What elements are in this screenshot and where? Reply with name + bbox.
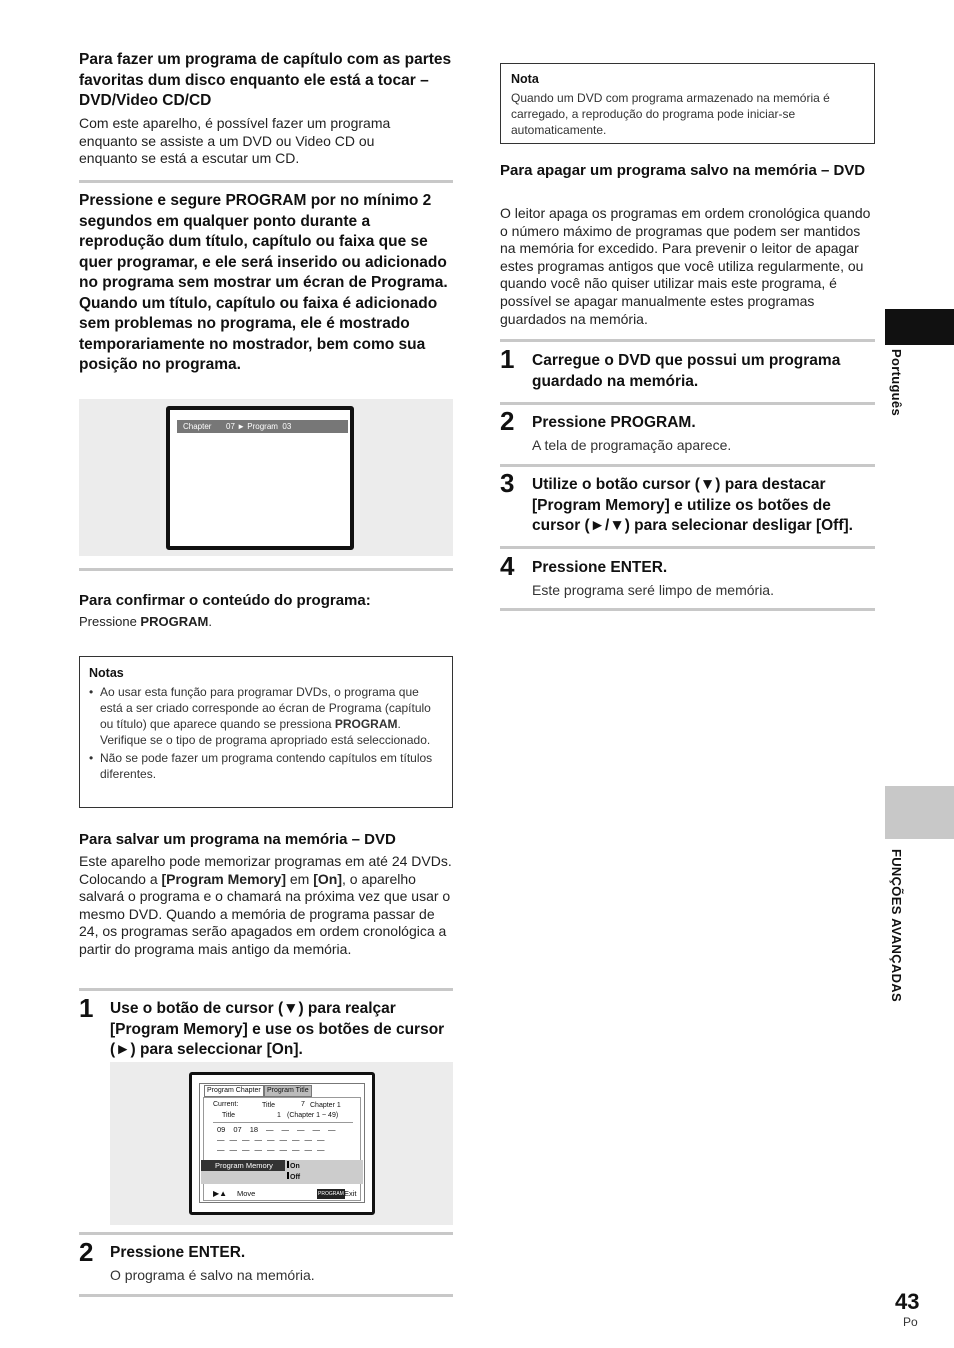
program-row — [217, 1125, 336, 1135]
program-grid — [213, 1122, 353, 1158]
program-screen-panel — [110, 1062, 453, 1225]
title-number: 7 — [301, 1101, 305, 1108]
language-tab-block — [885, 309, 954, 345]
divider — [500, 402, 875, 405]
empty-slot: — — [328, 1125, 336, 1134]
step-number: 3 — [500, 468, 515, 498]
chapter-program-bar — [177, 420, 348, 433]
notes-title: Notas — [89, 666, 124, 680]
save-heading: Para salvar um programa na memória – DVD — [79, 831, 396, 848]
program-entry: 07 — [233, 1125, 242, 1134]
step-subtext: O programa é salvo na memória. — [110, 1267, 315, 1283]
option-off[interactable]: Off — [287, 1172, 300, 1183]
program-entry: 18 — [249, 1125, 259, 1134]
current-label: Current: — [213, 1101, 239, 1108]
note-item: • Não se pode fazer um programa contendo capítulos em títulos diferentes. — [89, 750, 443, 782]
move-label: Move — [237, 1189, 256, 1198]
step-number: 1 — [500, 344, 515, 374]
program-memory-row[interactable] — [201, 1160, 363, 1184]
step-subtext: A tela de programação aparece. — [532, 437, 732, 453]
empty-slot: — — [297, 1125, 305, 1134]
program-menu — [199, 1083, 365, 1203]
title-label: Title — [222, 1112, 235, 1119]
screen-illustration-panel — [79, 399, 453, 556]
save-text: Este aparelho pode memorizar programas em até 24 DVDs. Colocando a [Program Memory] em [On], o aparelho salvará o programa e o chamará na próxima vez que usar o mesmo DVD. Quando a memória de programa passar de 24, os programas serão apagados em ordem cronológica a partir do programa mais antigo da memória. — [79, 853, 452, 957]
notes-box — [79, 656, 453, 808]
divider — [79, 988, 453, 991]
step-title: Carregue o DVD que possui um programa guardado na memória. — [532, 352, 841, 390]
program-instruction: Pressione e segure PROGRAM por no mínimo 2 segundos em qualquer ponto durante a reprodução dum título, capítulo ou faixa que se quer programar, e ele será inserido ou adicionado no programa sem mostrar um écran de Programa. Quando um título, capítulo ou faixa é adicionado sem problemas no programa, ele é mostrado temporariamente no mostrador, bem como sua posição no programa. — [79, 192, 448, 373]
program-memory-label: Program Memory — [201, 1160, 285, 1171]
option-on[interactable]: On — [287, 1161, 300, 1172]
step-title: Pressione ENTER. — [532, 559, 668, 576]
divider — [500, 608, 875, 611]
confirm-text: Pressione PROGRAM. — [79, 614, 212, 629]
language-label: Português — [889, 349, 904, 416]
divider — [79, 568, 453, 571]
step-number: 2 — [79, 1237, 94, 1267]
step-number: 1 — [79, 993, 94, 1023]
note-item: • Ao usar esta função para programar DVDs, o programa que está a ser criado corresponde ao écran de Programa (capítulo ou título) que aparece quando se pressiona PROGRAM. Verifique se o tipo de programa apropriado está seleccionado. — [89, 684, 443, 748]
chapter-number: Chapter 1 — [310, 1102, 341, 1109]
divider — [79, 1232, 453, 1235]
section-tab-block — [885, 786, 954, 839]
step-number: 4 — [500, 551, 515, 581]
intro-heading: Para fazer um programa de capítulo com as partes favoritas dum disco enquanto ele está a tocar – DVD/Video CD/CD — [79, 51, 452, 109]
title-value: 1 — [277, 1112, 281, 1119]
intro-text: Com este aparelho, é possível fazer um programa enquanto se assiste a um DVD ou Video CD ou enquanto se está a escutar um CD. — [79, 115, 391, 167]
divider — [500, 464, 875, 467]
divider — [500, 546, 875, 549]
program-row: — — — — — — — — — — [217, 1135, 325, 1144]
section-label: FUNÇÕES AVANÇADAS — [889, 849, 904, 1002]
step-number: 2 — [500, 406, 515, 436]
nota-text: Quando um DVD com programa armazenado na memória é carregado, a reprodução do programa pode iniciar-se automaticamente. — [511, 91, 830, 137]
program-row: — — — — — — — — — — [217, 1145, 325, 1154]
erase-heading: Para apagar um programa salvo na memória – DVD — [500, 162, 866, 179]
tv-screen — [189, 1072, 375, 1215]
page-code: Po — [903, 1315, 918, 1329]
title-header: Title — [262, 1102, 275, 1109]
program-button-icon: PROGRAM — [318, 1191, 344, 1197]
page-number: 43 — [895, 1289, 920, 1314]
tv-screen — [166, 406, 354, 550]
step-title: Pressione ENTER. — [110, 1244, 246, 1261]
menu-content — [203, 1097, 361, 1201]
step-subtext: Este programa seré limpo de memória. — [532, 582, 774, 598]
empty-slot: — — [266, 1125, 274, 1134]
erase-text: O leitor apaga os programas em ordem cronológica quando o número máximo de programas que podem ser mantidos na memória for excedido. Para prevenir o leitor de apagar estes programas antigos que você utiliza regularmente, ou quando você não quiser utilizar mais este programa, é possível se apagar manualmente estes programas guardados na memória. — [500, 205, 871, 327]
divider — [500, 339, 875, 342]
divider — [79, 180, 453, 183]
tab-program-chapter[interactable]: Program Chapter — [204, 1085, 264, 1097]
nota-title: Nota — [511, 72, 539, 86]
tab-program-title[interactable]: Program Title — [264, 1085, 312, 1097]
empty-slot: — — [281, 1125, 290, 1134]
step-title: Use o botão de cursor (▼) para realçar [Program Memory] e use os botões de cursor (►) para seleccionar [On]. — [110, 1000, 445, 1058]
chapter-label: Chapter — [183, 422, 212, 431]
step-title: Pressione PROGRAM. — [532, 414, 696, 431]
divider — [79, 1294, 453, 1297]
empty-slot: — — [312, 1125, 321, 1134]
step-title: Utilize o botão cursor (▼) para destacar [Program Memory] e utilize os botões de cursor (►/▼) para selecionar desligar [Off]. — [532, 476, 853, 534]
confirm-heading: Para confirmar o conteúdo do programa: — [79, 592, 371, 609]
nota-box — [500, 63, 875, 144]
move-arrows-icon: ▶▲ — [213, 1189, 228, 1198]
chapter-value: 07 ► Program 03 — [226, 422, 292, 431]
chapter-range: (Chapter 1 ~ 49) — [287, 1112, 339, 1119]
program-entry: 09 — [217, 1125, 226, 1134]
exit-label: Exit — [344, 1189, 357, 1198]
